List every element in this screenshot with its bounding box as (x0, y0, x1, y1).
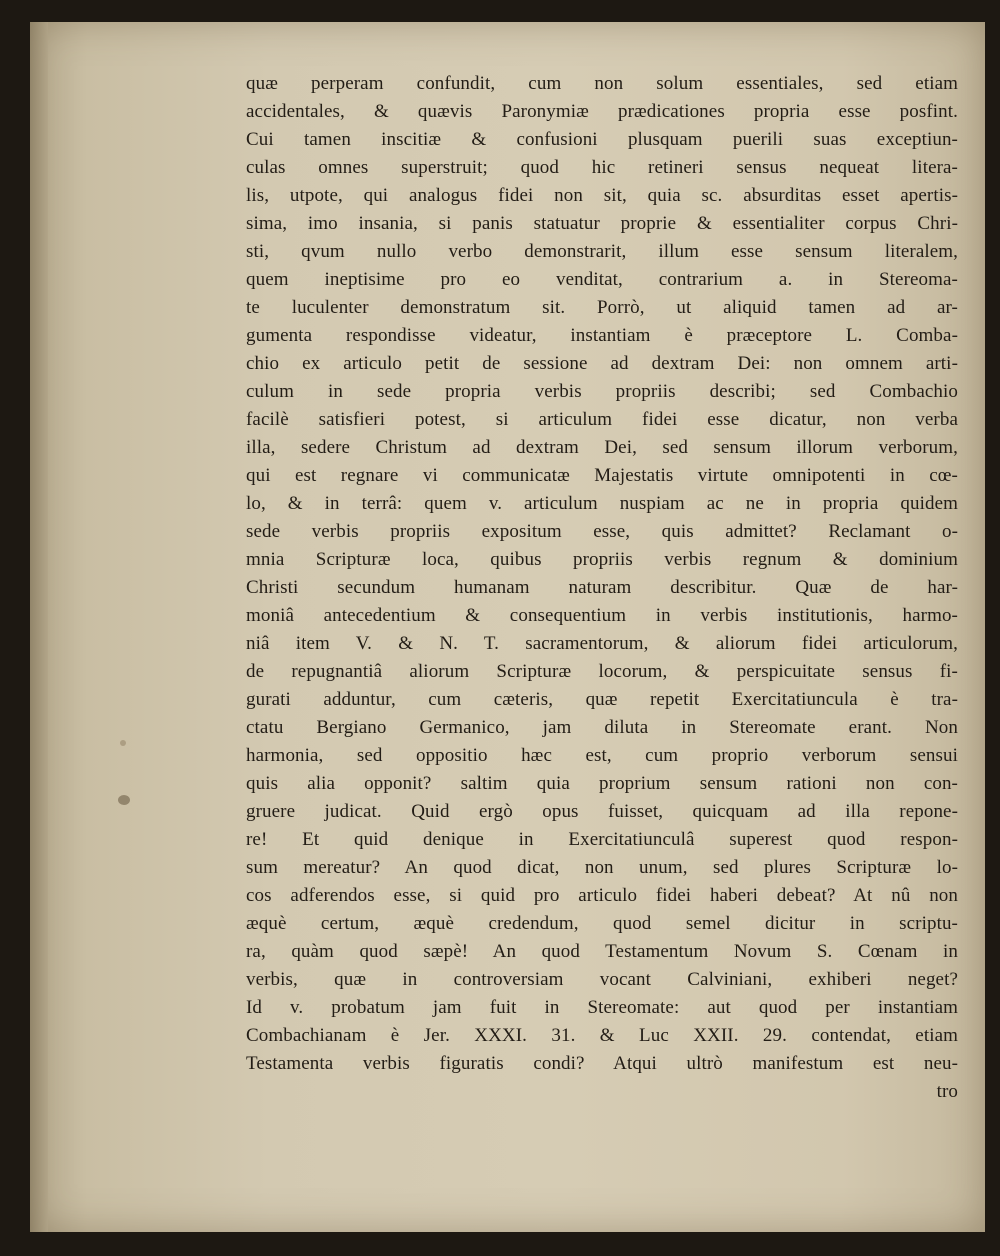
text-line: sede verbis propriis expositum esse, quis admittet? Reclamant o- (246, 521, 958, 542)
text-line: æquè certum, æquè credendum, quod semel dicitur in scriptu- (246, 913, 958, 934)
text-line: quæ perperam confundit, cum non solum essentiales, sed etiam (246, 73, 958, 94)
text-line: gruere judicat. Quid ergò opus fuisset, quicquam ad illa repone- (246, 801, 958, 822)
text-line: Christi secundum humanam naturam describitur. Quæ de har- (246, 577, 958, 598)
text-line: ra, quàm quod sæpè! An quod Testamentum Novum S. Cœnam in (246, 941, 958, 962)
text-line: cos adferendos esse, si quid pro articulo fidei haberi debeat? At nû non (246, 885, 958, 906)
text-line: niâ item V. & N. T. sacramentorum, & aliorum fidei articulorum, (246, 633, 958, 654)
text-line: mnia Scripturæ loca, quibus propriis verbis regnum & dominium (246, 549, 958, 570)
text-line: quis alia opponit? saltim quia proprium sensum rationi non con- (246, 773, 958, 794)
text-line: de repugnantiâ aliorum Scripturæ locorum, & perspicuitate sensus fi- (246, 661, 958, 682)
text-line: re! Et quid denique in Exercitatiunculâ superest quod respon- (246, 829, 958, 850)
ink-stain (120, 740, 126, 746)
text-line: ctatu Bergiano Germanico, jam diluta in Stereomate erant. Non (246, 717, 958, 738)
catchword: tro (936, 1081, 958, 1102)
text-line: Testamenta verbis figuratis condi? Atqui ultrò manifestum est neu- (246, 1053, 958, 1074)
text-line: facilè satisfieri potest, si articulum fidei esse dicatur, non verba (246, 409, 958, 430)
text-line: lis, utpote, qui analogus fidei non sit, quia sc. absurditas esset apertis- (246, 185, 958, 206)
text-line: culas omnes superstruit; quod hic retineri sensus nequeat litera- (246, 157, 958, 178)
text-line: sti, qvum nullo verbo demonstrarit, illum esse sensum literalem, (246, 241, 958, 262)
text-line: lo, & in terrâ: quem v. articulum nuspiam ac ne in propria quidem (246, 493, 958, 514)
text-block (246, 70, 958, 1106)
text-line: verbis, quæ in controversiam vocant Calviniani, exhiberi neget? (246, 969, 958, 990)
text-line: illa, sedere Christum ad dextram Dei, sed sensum illorum verborum, (246, 437, 958, 458)
binding-edge (30, 22, 48, 1232)
text-line: culum in sede propria verbis propriis describi; sed Combachio (246, 381, 958, 402)
text-line: Cui tamen inscitiæ & confusioni plusquam puerili suas exceptiun- (246, 129, 958, 150)
text-line: chio ex articulo petit de sessione ad dextram Dei: non omnem arti- (246, 353, 958, 374)
text-line: harmonia, sed oppositio hæc est, cum proprio verborum sensui (246, 745, 958, 766)
text-line: quem ineptisime pro eo venditat, contrarium a. in Stereoma- (246, 269, 958, 290)
ink-stain (118, 795, 130, 805)
text-line: qui est regnare vi communicatæ Majestatis virtute omnipotenti in cœ- (246, 465, 958, 486)
text-line: accidentales, & quævis Paronymiæ prædicationes propria esse posfint. (246, 101, 958, 122)
text-line: gurati adduntur, cum cæteris, quæ repetit Exercitatiuncula è tra- (246, 689, 958, 710)
text-line: sum mereatur? An quod dicat, non unum, sed plures Scripturæ lo- (246, 857, 958, 878)
text-line: gumenta respondisse videatur, instantiam è præceptore L. Comba- (246, 325, 958, 346)
text-line: Id v. probatum jam fuit in Stereomate: aut quod per instantiam (246, 997, 958, 1018)
text-line: te luculenter demonstratum sit. Porrò, ut aliquid tamen ad ar- (246, 297, 958, 318)
text-line: Combachianam è Jer. XXXI. 31. & Luc XXII. 29. contendat, etiam (246, 1025, 958, 1046)
text-line: moniâ antecedentium & consequentium in verbis institutionis, harmo- (246, 605, 958, 626)
text-line: sima, imo insania, si panis statuatur proprie & essentialiter corpus Chri- (246, 213, 958, 234)
